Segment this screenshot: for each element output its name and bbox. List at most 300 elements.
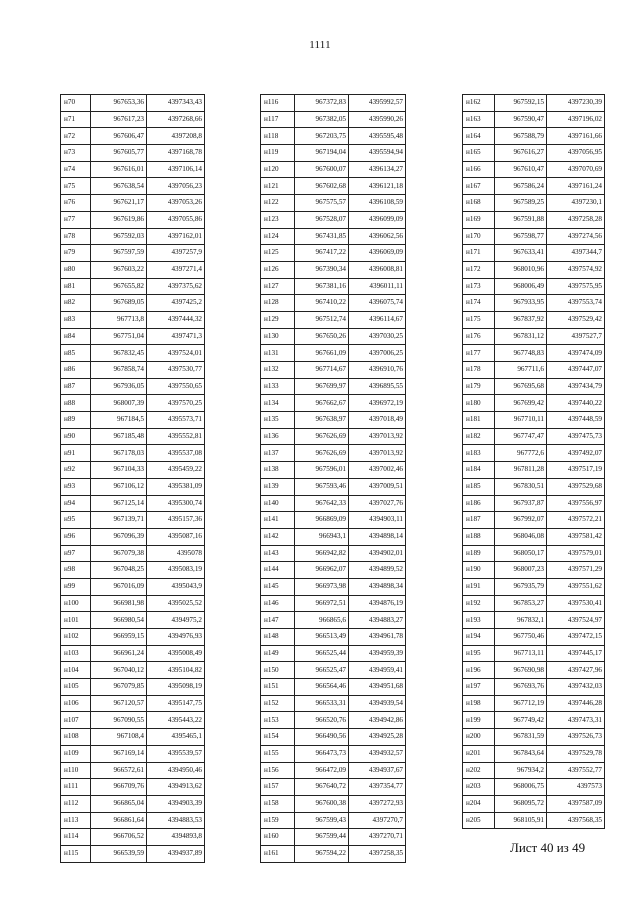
x-coordinate-cell: 967712,19 <box>495 695 547 712</box>
point-id-cell: н136 <box>261 428 295 445</box>
table-row <box>463 779 605 796</box>
coordinates-table-3 <box>462 94 605 829</box>
point-id-cell: н187 <box>463 512 495 529</box>
table-row <box>61 595 205 612</box>
point-id-cell: н193 <box>463 612 495 629</box>
x-coordinate-cell: 967638,97 <box>295 412 349 429</box>
y-coordinate-cell: 4397553,74 <box>547 295 605 312</box>
point-id-cell: н178 <box>463 362 495 379</box>
table-row <box>261 662 406 679</box>
x-coordinate-cell: 967589,25 <box>495 195 547 212</box>
table-row <box>61 362 205 379</box>
y-coordinate-cell: 4394937,89 <box>147 845 205 862</box>
point-id-cell: н132 <box>261 362 295 379</box>
x-coordinate-cell: 967642,33 <box>295 495 349 512</box>
point-id-cell: н154 <box>261 729 295 746</box>
point-id-cell: н186 <box>463 495 495 512</box>
point-id-cell: н158 <box>261 795 295 812</box>
y-coordinate-cell: 4395537,08 <box>147 445 205 462</box>
table-row <box>261 362 406 379</box>
x-coordinate-cell: 967096,39 <box>91 528 147 545</box>
table-row <box>261 729 406 746</box>
table-row <box>463 261 605 278</box>
y-coordinate-cell: 4397529,68 <box>547 478 605 495</box>
point-id-cell: н157 <box>261 779 295 796</box>
x-coordinate-cell: 966959,15 <box>91 629 147 646</box>
y-coordinate-cell: 4397568,35 <box>547 812 605 829</box>
y-coordinate-cell: 4397572,21 <box>547 512 605 529</box>
x-coordinate-cell: 967381,16 <box>295 278 349 295</box>
table-row <box>61 662 205 679</box>
table-row <box>463 295 605 312</box>
point-id-cell: н137 <box>261 445 295 462</box>
table-row <box>61 145 205 162</box>
x-coordinate-cell: 966961,24 <box>91 645 147 662</box>
y-coordinate-cell: 4397527,7 <box>547 328 605 345</box>
x-coordinate-cell: 967382,05 <box>295 111 349 128</box>
table-row <box>61 512 205 529</box>
table-row <box>261 295 406 312</box>
point-id-cell: н99 <box>61 578 91 595</box>
point-id-cell: н196 <box>463 662 495 679</box>
point-id-cell: н165 <box>463 145 495 162</box>
y-coordinate-cell: 4395087,16 <box>147 528 205 545</box>
x-coordinate-cell: 967626,69 <box>295 428 349 445</box>
x-coordinate-cell: 967120,57 <box>91 695 147 712</box>
x-coordinate-cell: 967125,14 <box>91 495 147 512</box>
y-coordinate-cell: 4397270,7 <box>349 812 406 829</box>
point-id-cell: н199 <box>463 712 495 729</box>
y-coordinate-cell: 4395147,75 <box>147 695 205 712</box>
y-coordinate-cell: 4394883,53 <box>147 812 205 829</box>
y-coordinate-cell: 4397343,43 <box>147 95 205 112</box>
table-row <box>61 779 205 796</box>
table-row <box>463 745 605 762</box>
y-coordinate-cell: 4394939,54 <box>349 695 406 712</box>
table-row <box>261 795 406 812</box>
table-row <box>61 812 205 829</box>
table-row <box>61 95 205 112</box>
table-row <box>61 378 205 395</box>
point-id-cell: н176 <box>463 328 495 345</box>
y-coordinate-cell: 4395992,57 <box>349 95 406 112</box>
point-id-cell: н149 <box>261 645 295 662</box>
y-coordinate-cell: 4396121,18 <box>349 178 406 195</box>
table-row <box>463 378 605 395</box>
x-coordinate-cell: 967040,12 <box>91 662 147 679</box>
x-coordinate-cell: 967178,03 <box>91 445 147 462</box>
point-id-cell: н104 <box>61 662 91 679</box>
table-row <box>463 495 605 512</box>
x-coordinate-cell: 968010,96 <box>495 261 547 278</box>
point-id-cell: н146 <box>261 595 295 612</box>
x-coordinate-cell: 968006,49 <box>495 278 547 295</box>
point-id-cell: н138 <box>261 462 295 479</box>
point-id-cell: н116 <box>261 95 295 112</box>
point-id-cell: н122 <box>261 195 295 212</box>
y-coordinate-cell: 4397027,76 <box>349 495 406 512</box>
table-row <box>463 345 605 362</box>
y-coordinate-cell: 4395083,19 <box>147 562 205 579</box>
x-coordinate-cell: 967830,51 <box>495 478 547 495</box>
x-coordinate-cell: 967638,54 <box>91 178 147 195</box>
y-coordinate-cell: 4397472,15 <box>547 629 605 646</box>
y-coordinate-cell: 4395157,36 <box>147 512 205 529</box>
y-coordinate-cell: 4397354,77 <box>349 779 406 796</box>
y-coordinate-cell: 4397053,26 <box>147 195 205 212</box>
y-coordinate-cell: 4394898,34 <box>349 578 406 595</box>
table-row <box>261 178 406 195</box>
y-coordinate-cell: 4397009,51 <box>349 478 406 495</box>
point-id-cell: н98 <box>61 562 91 579</box>
y-coordinate-cell: 4397570,25 <box>147 395 205 412</box>
point-id-cell: н109 <box>61 745 91 762</box>
y-coordinate-cell: 4397447,07 <box>547 362 605 379</box>
x-coordinate-cell: 968007,39 <box>91 395 147 412</box>
y-coordinate-cell: 4397440,22 <box>547 395 605 412</box>
y-coordinate-cell: 4397002,46 <box>349 462 406 479</box>
table-row <box>261 145 406 162</box>
table-row <box>61 445 205 462</box>
point-id-cell: н81 <box>61 278 91 295</box>
point-id-cell: н130 <box>261 328 295 345</box>
table-row <box>61 679 205 696</box>
x-coordinate-cell: 967843,64 <box>495 745 547 762</box>
x-coordinate-cell: 967653,36 <box>91 95 147 112</box>
point-id-cell: н200 <box>463 729 495 746</box>
x-coordinate-cell: 966706,52 <box>91 829 147 846</box>
y-coordinate-cell: 4394959,41 <box>349 662 406 679</box>
y-coordinate-cell: 4397526,73 <box>547 729 605 746</box>
point-id-cell: н134 <box>261 395 295 412</box>
table-row <box>261 95 406 112</box>
y-coordinate-cell: 4397161,66 <box>547 128 605 145</box>
table-row <box>463 445 605 462</box>
point-id-cell: н83 <box>61 311 91 328</box>
table-row <box>463 428 605 445</box>
y-coordinate-cell: 4396075,74 <box>349 295 406 312</box>
x-coordinate-cell: 967751,04 <box>91 328 147 345</box>
table-row <box>261 545 406 562</box>
x-coordinate-cell: 967811,28 <box>495 462 547 479</box>
x-coordinate-cell: 967699,42 <box>495 395 547 412</box>
table-row <box>61 528 205 545</box>
point-id-cell: н119 <box>261 145 295 162</box>
x-coordinate-cell: 966533,31 <box>295 695 349 712</box>
x-coordinate-cell: 967528,07 <box>295 211 349 228</box>
x-coordinate-cell: 967689,05 <box>91 295 147 312</box>
point-id-cell: н191 <box>463 578 495 595</box>
table-row <box>463 328 605 345</box>
point-id-cell: н181 <box>463 412 495 429</box>
table-row <box>61 228 205 245</box>
point-id-cell: н159 <box>261 812 295 829</box>
point-id-cell: н88 <box>61 395 91 412</box>
table-row <box>61 328 205 345</box>
x-coordinate-cell: 967600,38 <box>295 795 349 812</box>
x-coordinate-cell: 966943,1 <box>295 528 349 545</box>
table-row <box>261 679 406 696</box>
point-id-cell: н85 <box>61 345 91 362</box>
point-id-cell: н106 <box>61 695 91 712</box>
x-coordinate-cell: 966981,98 <box>91 595 147 612</box>
x-coordinate-cell: 967590,47 <box>495 111 547 128</box>
y-coordinate-cell: 4395990,26 <box>349 111 406 128</box>
x-coordinate-cell: 967597,59 <box>91 245 147 262</box>
table-row <box>261 111 406 128</box>
table-row <box>261 412 406 429</box>
point-id-cell: н172 <box>463 261 495 278</box>
point-id-cell: н169 <box>463 211 495 228</box>
y-coordinate-cell: 4396895,55 <box>349 378 406 395</box>
y-coordinate-cell: 4397274,56 <box>547 228 605 245</box>
point-id-cell: н135 <box>261 412 295 429</box>
x-coordinate-cell: 967713,11 <box>495 645 547 662</box>
y-coordinate-cell: 4397070,69 <box>547 161 605 178</box>
table-row <box>261 629 406 646</box>
point-id-cell: н133 <box>261 378 295 395</box>
x-coordinate-cell: 967610,47 <box>495 161 547 178</box>
x-coordinate-cell: 967512,74 <box>295 311 349 328</box>
x-coordinate-cell: 967169,14 <box>91 745 147 762</box>
x-coordinate-cell: 967714,67 <box>295 362 349 379</box>
x-coordinate-cell: 967621,17 <box>91 195 147 212</box>
table-row <box>61 729 205 746</box>
point-id-cell: н90 <box>61 428 91 445</box>
point-id-cell: н170 <box>463 228 495 245</box>
table-row <box>261 428 406 445</box>
x-coordinate-cell: 967693,76 <box>495 679 547 696</box>
table-row <box>463 662 605 679</box>
y-coordinate-cell: 4394913,62 <box>147 779 205 796</box>
point-id-cell: н96 <box>61 528 91 545</box>
point-id-cell: н92 <box>61 462 91 479</box>
y-coordinate-cell: 4394898,14 <box>349 528 406 545</box>
point-id-cell: н168 <box>463 195 495 212</box>
y-coordinate-cell: 4397551,62 <box>547 578 605 595</box>
point-id-cell: н94 <box>61 495 91 512</box>
y-coordinate-cell: 4397556,97 <box>547 495 605 512</box>
point-id-cell: н201 <box>463 745 495 762</box>
point-id-cell: н84 <box>61 328 91 345</box>
x-coordinate-cell: 967106,12 <box>91 478 147 495</box>
point-id-cell: н142 <box>261 528 295 545</box>
point-id-cell: н125 <box>261 245 295 262</box>
x-coordinate-cell: 967599,44 <box>295 829 349 846</box>
y-coordinate-cell: 4396011,11 <box>349 278 406 295</box>
point-id-cell: н179 <box>463 378 495 395</box>
x-coordinate-cell: 967650,26 <box>295 328 349 345</box>
point-id-cell: н143 <box>261 545 295 562</box>
x-coordinate-cell: 967858,74 <box>91 362 147 379</box>
table-row <box>463 211 605 228</box>
point-id-cell: н112 <box>61 795 91 812</box>
y-coordinate-cell: 4397573 <box>547 779 605 796</box>
y-coordinate-cell: 4395098,19 <box>147 679 205 696</box>
x-coordinate-cell: 967600,07 <box>295 161 349 178</box>
point-id-cell: н161 <box>261 845 295 862</box>
table-row <box>463 128 605 145</box>
y-coordinate-cell: 4397574,92 <box>547 261 605 278</box>
point-id-cell: н202 <box>463 762 495 779</box>
y-coordinate-cell: 4394902,01 <box>349 545 406 562</box>
y-coordinate-cell: 4397168,78 <box>147 145 205 162</box>
y-coordinate-cell: 4395539,57 <box>147 745 205 762</box>
y-coordinate-cell: 4397030,25 <box>349 328 406 345</box>
table-row <box>261 211 406 228</box>
x-coordinate-cell: 967592,03 <box>91 228 147 245</box>
x-coordinate-cell: 967711,6 <box>495 362 547 379</box>
point-id-cell: н86 <box>61 362 91 379</box>
table-row <box>61 478 205 495</box>
table-row <box>261 562 406 579</box>
y-coordinate-cell: 4397444,32 <box>147 311 205 328</box>
x-coordinate-cell: 967937,87 <box>495 495 547 512</box>
y-coordinate-cell: 4394932,57 <box>349 745 406 762</box>
y-coordinate-cell: 4394975,2 <box>147 612 205 629</box>
point-id-cell: н101 <box>61 612 91 629</box>
point-id-cell: н82 <box>61 295 91 312</box>
point-id-cell: н89 <box>61 412 91 429</box>
table-row <box>261 512 406 529</box>
y-coordinate-cell: 4397258,28 <box>547 211 605 228</box>
y-coordinate-cell: 4397474,09 <box>547 345 605 362</box>
y-coordinate-cell: 4395595,48 <box>349 128 406 145</box>
y-coordinate-cell: 4397445,17 <box>547 645 605 662</box>
point-id-cell: н144 <box>261 562 295 579</box>
point-id-cell: н162 <box>463 95 495 112</box>
x-coordinate-cell: 967605,77 <box>91 145 147 162</box>
x-coordinate-cell: 966865,6 <box>295 612 349 629</box>
point-id-cell: н195 <box>463 645 495 662</box>
table-row <box>463 578 605 595</box>
table-row <box>61 795 205 812</box>
x-coordinate-cell: 966572,61 <box>91 762 147 779</box>
x-coordinate-cell: 967390,34 <box>295 261 349 278</box>
x-coordinate-cell: 967586,24 <box>495 178 547 195</box>
point-id-cell: н114 <box>61 829 91 846</box>
table-row <box>463 462 605 479</box>
y-coordinate-cell: 4397161,24 <box>547 178 605 195</box>
y-coordinate-cell: 4397427,96 <box>547 662 605 679</box>
x-coordinate-cell: 967617,23 <box>91 111 147 128</box>
x-coordinate-cell: 967139,71 <box>91 512 147 529</box>
y-coordinate-cell: 4397587,09 <box>547 795 605 812</box>
y-coordinate-cell: 4397055,86 <box>147 211 205 228</box>
point-id-cell: н73 <box>61 145 91 162</box>
point-id-cell: н107 <box>61 712 91 729</box>
y-coordinate-cell: 4395552,81 <box>147 428 205 445</box>
point-id-cell: н205 <box>463 812 495 829</box>
x-coordinate-cell: 967699,97 <box>295 378 349 395</box>
x-coordinate-cell: 967616,01 <box>91 161 147 178</box>
point-id-cell: н110 <box>61 762 91 779</box>
x-coordinate-cell: 967431,85 <box>295 228 349 245</box>
y-coordinate-cell: 4395381,09 <box>147 478 205 495</box>
point-id-cell: н148 <box>261 629 295 646</box>
table-row <box>261 779 406 796</box>
x-coordinate-cell: 967203,75 <box>295 128 349 145</box>
x-coordinate-cell: 967593,46 <box>295 478 349 495</box>
point-id-cell: н182 <box>463 428 495 445</box>
point-id-cell: н198 <box>463 695 495 712</box>
table-row <box>261 228 406 245</box>
y-coordinate-cell: 4397230,39 <box>547 95 605 112</box>
table-row <box>261 462 406 479</box>
point-id-cell: н100 <box>61 595 91 612</box>
point-id-cell: н118 <box>261 128 295 145</box>
page-number: 1111 <box>309 39 331 51</box>
point-id-cell: н87 <box>61 378 91 395</box>
table-row <box>61 712 205 729</box>
table-row <box>463 595 605 612</box>
y-coordinate-cell: 4394951,68 <box>349 679 406 696</box>
table-row <box>463 562 605 579</box>
x-coordinate-cell: 967935,79 <box>495 578 547 595</box>
x-coordinate-cell: 967831,59 <box>495 729 547 746</box>
point-id-cell: н70 <box>61 95 91 112</box>
point-id-cell: н153 <box>261 712 295 729</box>
x-coordinate-cell: 967090,55 <box>91 712 147 729</box>
point-id-cell: н105 <box>61 679 91 696</box>
x-coordinate-cell: 967992,07 <box>495 512 547 529</box>
x-coordinate-cell: 967104,33 <box>91 462 147 479</box>
x-coordinate-cell: 967936,05 <box>91 378 147 395</box>
y-coordinate-cell: 4397162,01 <box>147 228 205 245</box>
table-row <box>261 128 406 145</box>
x-coordinate-cell: 966861,64 <box>91 812 147 829</box>
point-id-cell: н80 <box>61 261 91 278</box>
x-coordinate-cell: 967831,12 <box>495 328 547 345</box>
point-id-cell: н128 <box>261 295 295 312</box>
point-id-cell: н78 <box>61 228 91 245</box>
point-id-cell: н115 <box>61 845 91 862</box>
point-id-cell: н97 <box>61 545 91 562</box>
point-id-cell: н192 <box>463 595 495 612</box>
x-coordinate-cell: 967591,88 <box>495 211 547 228</box>
table-row <box>261 311 406 328</box>
x-coordinate-cell: 967749,42 <box>495 712 547 729</box>
x-coordinate-cell: 966520,76 <box>295 712 349 729</box>
point-id-cell: н139 <box>261 478 295 495</box>
table-row <box>61 211 205 228</box>
y-coordinate-cell: 4395078 <box>147 545 205 562</box>
table-row <box>463 645 605 662</box>
x-coordinate-cell: 966473,73 <box>295 745 349 762</box>
table-row <box>61 128 205 145</box>
table-row <box>61 111 205 128</box>
table-row <box>463 111 605 128</box>
y-coordinate-cell: 4394959,39 <box>349 645 406 662</box>
x-coordinate-cell: 966709,76 <box>91 779 147 796</box>
y-coordinate-cell: 4397524,97 <box>547 612 605 629</box>
point-id-cell: н75 <box>61 178 91 195</box>
point-id-cell: н103 <box>61 645 91 662</box>
x-coordinate-cell: 966869,09 <box>295 512 349 529</box>
y-coordinate-cell: 4397550,65 <box>147 378 205 395</box>
table-row <box>61 829 205 846</box>
table-row <box>261 195 406 212</box>
point-id-cell: н140 <box>261 495 295 512</box>
table-row <box>61 178 205 195</box>
x-coordinate-cell: 968006,75 <box>495 779 547 796</box>
x-coordinate-cell: 967592,15 <box>495 95 547 112</box>
table-row <box>61 462 205 479</box>
table-row <box>463 679 605 696</box>
y-coordinate-cell: 4397524,01 <box>147 345 205 362</box>
y-coordinate-cell: 4395043,9 <box>147 578 205 595</box>
table-row <box>463 395 605 412</box>
